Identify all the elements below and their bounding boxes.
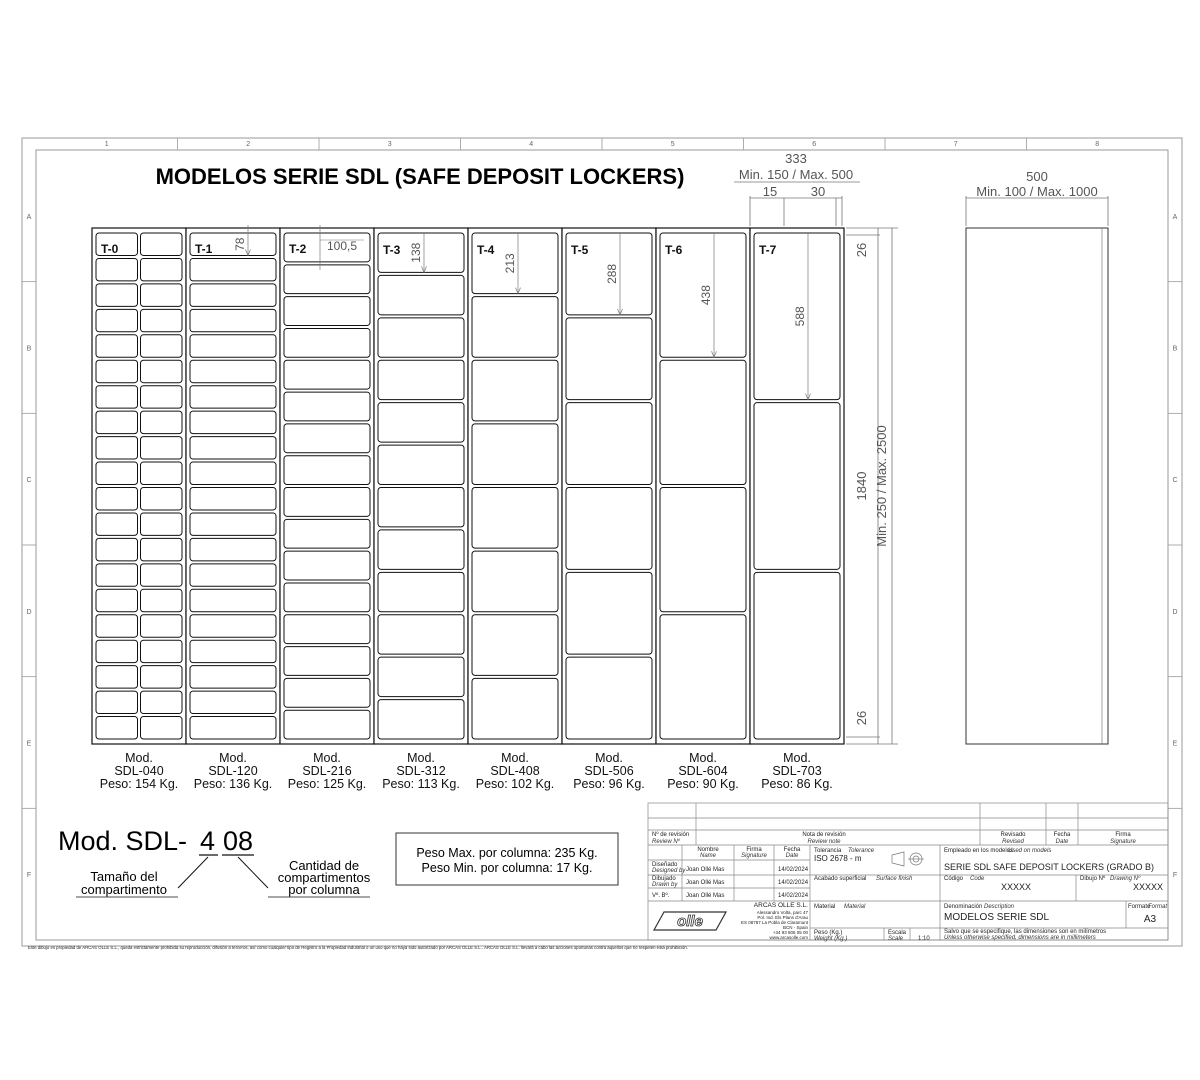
grid-row-label: B	[1172, 345, 1178, 353]
locker-tag: T-3	[383, 243, 401, 257]
tb-format-value: A3	[1143, 914, 1157, 925]
model-weight: Peso: 102 Kg.	[475, 777, 555, 791]
model-code: SDL-312	[396, 764, 446, 778]
model-weight: Peso: 86 Kg.	[761, 777, 833, 791]
tb-finish: Acabado superficial	[814, 876, 867, 882]
disclaimer: Este dibujo es propiedad de ARCAS OLLE S.L., queda estrictamente prohibida su reproducción, difusión a terceros, así como cualquier tipo de Registro a la Propiedad Industrial o un uso que no haya sido autorizado por ARCAS OLLE S.L.. ARCAS OLLE S.L. llevará a cabo las acciones oportunas contra aquellos que no respeten esta prohibición.	[28, 945, 688, 950]
model-code: SDL-703	[772, 764, 822, 778]
grid-row-label: D	[1172, 608, 1178, 616]
grid-col-label: 1	[104, 141, 109, 148]
height-value: 1840	[854, 471, 869, 501]
bottom-margin: 26	[854, 710, 869, 726]
grid-col-label: 3	[387, 141, 392, 148]
tb-note-es: Salvo que se especifique, las dimensiones son en milímetros	[944, 929, 1107, 935]
tb-drawn-en: Drawn by	[652, 882, 678, 888]
model-mod-label: Mod.	[407, 751, 435, 765]
grid-row-label: A	[26, 213, 32, 221]
locker-body	[374, 228, 468, 744]
grid-col-label: 2	[246, 141, 251, 148]
locker-column-t-2	[280, 225, 374, 791]
model-mod-label: Mod.	[501, 751, 529, 765]
legend-mod-label: Mod. SDL-	[58, 826, 188, 856]
tb-revised: Revisado	[1000, 832, 1026, 838]
projection-symbol-icon	[892, 852, 924, 866]
tb-scale-en: Scale	[888, 936, 904, 942]
tb-designed-date: 14/02/2024	[778, 867, 809, 873]
grid-row-label: A	[1172, 213, 1178, 221]
tb-revised-en: Revised	[1002, 839, 1024, 845]
tb-rev-note-en: Review note	[807, 839, 841, 845]
tb-drawer: Joan Ollé Mas	[686, 880, 725, 886]
model-weight: Peso: 90 Kg.	[667, 777, 739, 791]
locker-body	[280, 228, 374, 744]
tb-addr1: Alessandro Volta, parc 47	[756, 910, 808, 915]
tb-drawn: Dibujado	[652, 876, 676, 882]
depth-value: 333	[785, 151, 807, 166]
compartment-dim-value: 588	[793, 306, 807, 327]
tb-denomination-value: MODELOS SERIE SDL	[944, 912, 1050, 923]
tb-weight: Peso (Kg.)	[814, 930, 843, 936]
height-range: Min. 250 / Max. 2500	[874, 425, 889, 547]
tb-drawn-date: 14/02/2024	[778, 880, 809, 886]
drawing-title: MODELOS SERIE SDL (SAFE DEPOSIT LOCKERS)	[155, 164, 685, 189]
tb-material: Material	[814, 904, 836, 910]
model-weight: Peso: 96 Kg.	[573, 777, 645, 791]
locker-column-t-3	[374, 228, 468, 791]
tb-approved-date: 14/02/2024	[778, 893, 809, 899]
logo-text: olle	[677, 913, 703, 930]
tb-denomination: Denominación	[944, 904, 983, 910]
d30-value: 30	[810, 184, 826, 199]
model-mod-label: Mod.	[313, 751, 341, 765]
locker-body	[468, 228, 562, 744]
tb-rev-no-en: Review Nº	[652, 839, 680, 845]
grid-row-label: E	[26, 740, 32, 748]
grid-row-label: C	[26, 477, 32, 485]
tb-company: ARCAS OLLE S.L.	[753, 902, 808, 909]
locker-body	[750, 228, 844, 744]
tb-date: Fecha	[1053, 832, 1071, 838]
legend-size-code: 4	[200, 826, 216, 856]
locker-tag: T-1	[195, 242, 213, 256]
depth-range: Min. 150 / Max. 500	[738, 167, 854, 182]
locker-column-t-4	[468, 228, 562, 791]
tb-date-h: Fecha	[783, 847, 801, 853]
grid-row-label: B	[26, 345, 32, 353]
tb-code-value: XXXXX	[1000, 882, 1032, 892]
tb-weight-en: Weight (Kg.)	[814, 936, 848, 942]
count-note-1: Cantidad de	[288, 858, 360, 873]
model-mod-label: Mod.	[219, 751, 247, 765]
tb-format-en: Format	[1148, 904, 1168, 910]
locker-column-t-0	[92, 228, 186, 791]
locker-body	[92, 228, 186, 744]
tb-code: Código	[944, 876, 964, 882]
model-code: SDL-120	[208, 764, 258, 778]
locker-body	[186, 228, 280, 744]
model-code-legend	[58, 826, 371, 897]
tb-addr3: ES 08787 La Pobla de Claramunt	[740, 920, 808, 925]
locker-tag: T-5	[571, 243, 589, 257]
grid-row-label: C	[1172, 477, 1178, 485]
count-note-2: compartimentos	[277, 870, 371, 885]
tb-used-on-value: SERIE SDL SAFE DEPOSIT LOCKERS (GRADO B)	[944, 862, 1155, 872]
tb-sign-h: Firma	[746, 847, 762, 853]
tb-used-on: Empleado en los modelos	[944, 848, 1014, 854]
model-mod-label: Mod.	[125, 751, 153, 765]
tb-designer: Joan Ollé Mas	[686, 867, 725, 873]
grid-col-label: 6	[812, 141, 817, 148]
grid-col-label: 8	[1095, 141, 1100, 148]
title-block	[648, 803, 1168, 942]
tb-date-en: Date	[1055, 839, 1069, 845]
tb-drawing-value: XXXXX	[1132, 882, 1164, 892]
model-weight: Peso: 136 Kg.	[193, 777, 273, 791]
model-weight: Peso: 125 Kg.	[287, 777, 367, 791]
count-leader	[238, 857, 268, 888]
tb-material-en: Material	[844, 904, 866, 910]
tb-tolerance: Tolerancia	[814, 848, 842, 854]
tb-web: www.arcasolle.com	[769, 935, 808, 940]
tb-date-h-en: Date	[785, 853, 799, 859]
tb-approved: Vº. Bº.	[652, 893, 670, 899]
tb-rev-no: Nº de revisión	[652, 832, 690, 838]
locker-tag: T-2	[289, 242, 307, 256]
model-code: SDL-408	[490, 764, 540, 778]
compartment-dim-value: 438	[699, 285, 713, 306]
locker-column-t-6	[656, 228, 750, 791]
locker-tag: T-7	[759, 243, 777, 257]
count-note-3: por columna	[288, 882, 360, 897]
tb-finish-en: Surface finish	[876, 876, 913, 882]
compartment-dim-value: 213	[503, 253, 517, 274]
locker-body	[562, 228, 656, 744]
tb-tolerance-value: ISO 2678 - m	[814, 854, 862, 863]
locker-columns	[92, 225, 844, 791]
d15-value: 15	[762, 184, 778, 199]
grid-col-label: 5	[670, 141, 675, 148]
side-width-value: 500	[1026, 169, 1048, 184]
top-margin: 26	[854, 242, 869, 258]
model-code: SDL-216	[302, 764, 352, 778]
locker-tag: T-6	[665, 243, 683, 257]
max-weight: Peso Max. por columna: 235 Kg.	[416, 846, 598, 860]
tb-name-h: Nombre	[697, 847, 719, 853]
grid-col-label: 4	[529, 141, 534, 148]
grid-row-label: D	[26, 608, 32, 616]
model-weight: Peso: 154 Kg.	[99, 777, 179, 791]
tb-format: Formato	[1128, 904, 1151, 910]
tb-signature: Firma	[1115, 832, 1131, 838]
grid-col-label: 7	[953, 141, 958, 148]
tb-scale: Escala	[888, 930, 907, 936]
locker-column-t-5	[562, 228, 656, 791]
tb-designed-en: Designed by	[652, 868, 686, 874]
compartment-dim-value: 288	[605, 263, 619, 284]
tb-code-en: Code	[970, 876, 985, 882]
tb-addr2: Pol. Ind. Els Plans d'Arau	[757, 915, 808, 920]
legend-count-code: 08	[223, 826, 254, 856]
tb-approver: Joan Ollé Mas	[686, 893, 725, 899]
locker-column-t-7	[750, 228, 844, 791]
side-view	[966, 228, 1108, 744]
grid-row-label: F	[26, 872, 32, 880]
model-weight: Peso: 113 Kg.	[382, 777, 460, 791]
tb-note-en: Unless otherwise specified, dimensions are in millimeters	[944, 935, 1096, 941]
grid-row-label: F	[1172, 872, 1178, 880]
size-leader	[178, 857, 208, 888]
size-note-2: compartimento	[81, 882, 167, 897]
tb-drawing-no: Dibujo Nº	[1080, 876, 1106, 882]
compartment-dim-value: 78	[233, 237, 247, 251]
tb-drawing-no-en: Drawing Nº	[1110, 876, 1141, 882]
tb-used-on-en: Used on models	[1008, 848, 1052, 854]
tb-sign-h-en: Signature	[741, 853, 767, 859]
model-code: SDL-506	[584, 764, 634, 778]
tb-denomination-en: Description	[984, 904, 1015, 910]
locker-tag: T-4	[477, 243, 495, 257]
side-width-range: Min. 100 / Max. 1000	[976, 184, 1098, 199]
model-mod-label: Mod.	[689, 751, 717, 765]
tb-name-h-en: Name	[699, 853, 717, 859]
tb-scale-value: 1:10	[918, 936, 930, 942]
tb-signature-en: Signature	[1110, 839, 1136, 845]
locker-column-t-1	[186, 225, 280, 791]
min-weight: Peso Min. por columna: 17 Kg.	[421, 861, 593, 875]
model-mod-label: Mod.	[595, 751, 623, 765]
tb-phone: +34 93 806 05 00	[772, 930, 808, 935]
grid-row-label: E	[1172, 740, 1178, 748]
tb-rev-note: Nota de revisión	[802, 832, 846, 838]
company-logo	[654, 912, 726, 930]
model-mod-label: Mod.	[783, 751, 811, 765]
locker-tag: T-0	[101, 242, 119, 256]
size-note-1: Tamaño del	[90, 869, 158, 884]
model-code: SDL-604	[678, 764, 728, 778]
compartment-dim-value: 138	[409, 242, 423, 263]
compartment-dim-value: 100,5	[326, 239, 358, 253]
tb-addr4: BCN - Spain	[782, 925, 808, 930]
tb-designed: Diseñado	[652, 862, 678, 868]
tb-tolerance-en: Tolerance	[848, 848, 875, 854]
model-code: SDL-040	[114, 764, 164, 778]
